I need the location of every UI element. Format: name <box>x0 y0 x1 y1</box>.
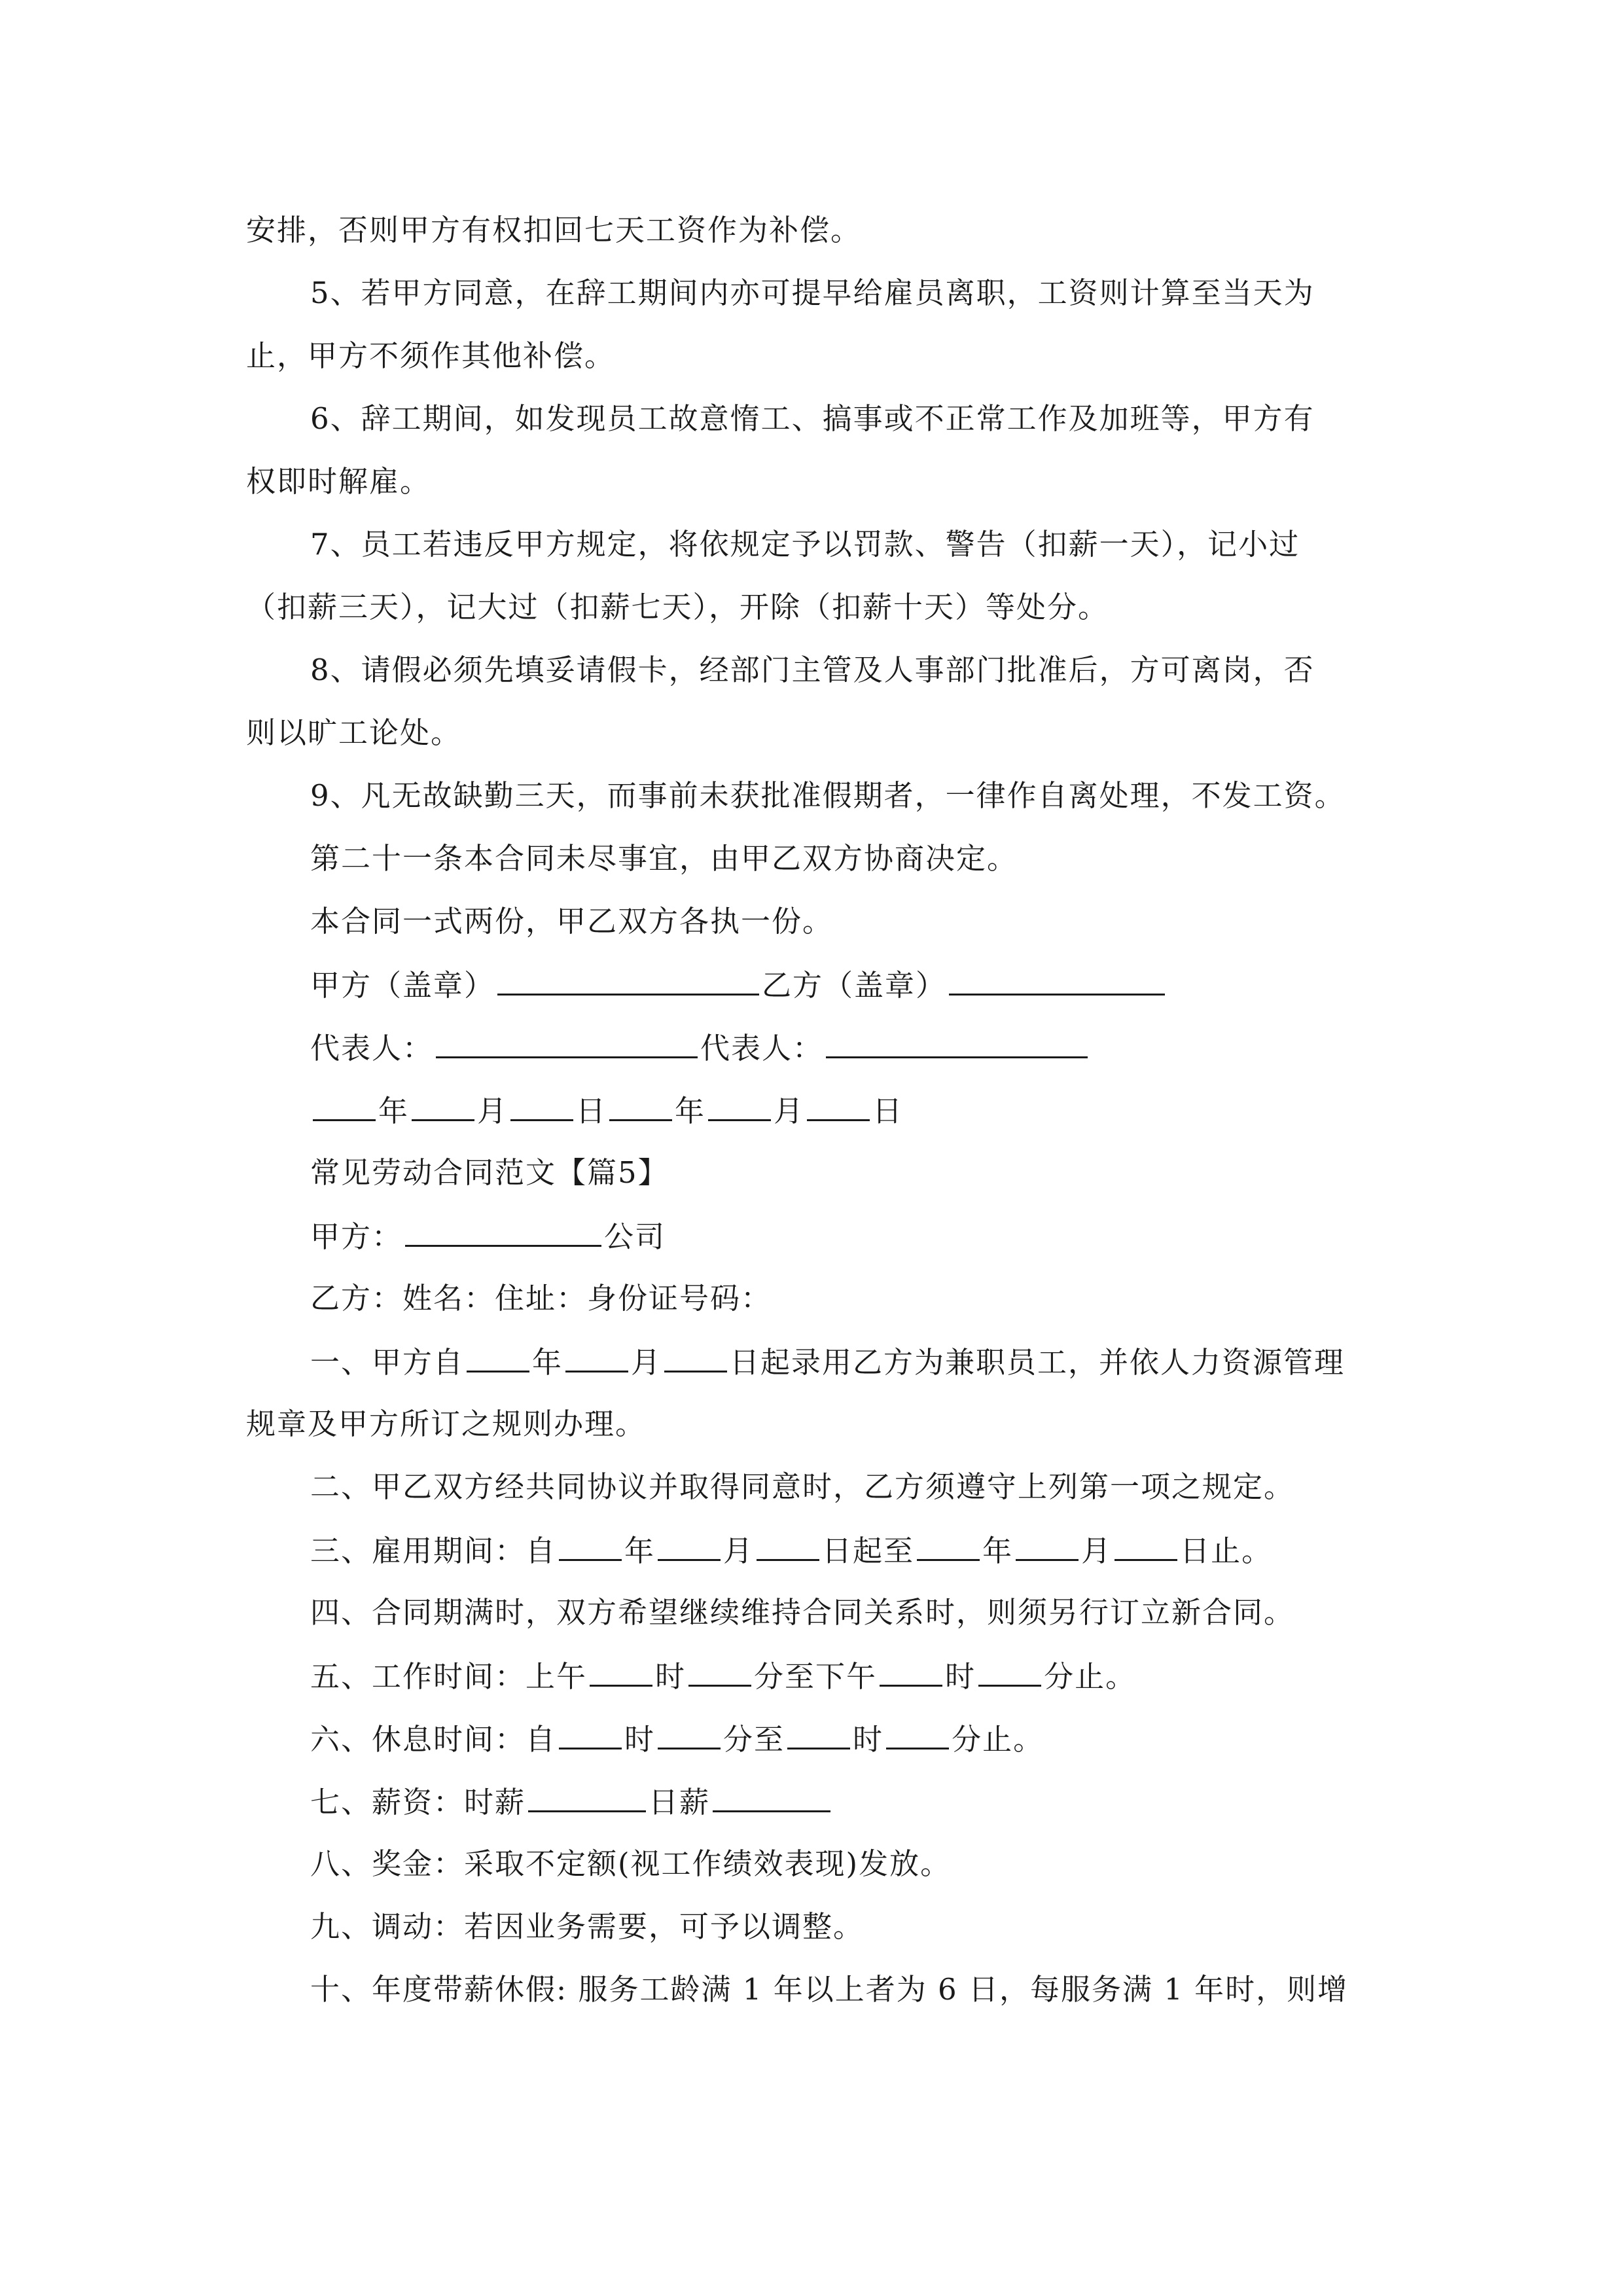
work-end-minute-blank[interactable] <box>978 1656 1041 1687</box>
day-a-label: 日 <box>576 1094 607 1128</box>
rest-end-hour-blank[interactable] <box>787 1719 850 1749</box>
clause-one <box>310 1342 1345 1381</box>
hourly-wage-blank[interactable] <box>528 1782 646 1812</box>
clause-three-end-year: 年 <box>982 1534 1014 1568</box>
clause-5: 5、若甲方同意，在辞工期间内亦可提早给雇员离职，工资则计算至当天为 <box>310 276 1315 310</box>
day-a-blank[interactable] <box>510 1090 573 1121</box>
clause-five-hour: 时 <box>655 1659 687 1694</box>
month-a-label: 月 <box>477 1094 508 1128</box>
party-b-seal-label: 乙方（盖章） <box>762 968 947 1003</box>
clause-six-end-hour: 时 <box>853 1722 884 1757</box>
rep-a-blank[interactable] <box>436 1028 698 1058</box>
start-year-blank[interactable] <box>467 1342 529 1372</box>
start-month-blank[interactable] <box>565 1342 628 1372</box>
clause-six-to: 分至 <box>723 1722 785 1757</box>
clause-eight: 八、奖金：采取不定额(视工作绩效表现)发放。 <box>310 1846 952 1881</box>
clause-six-end: 分止。 <box>952 1722 1044 1757</box>
work-start-minute-blank[interactable] <box>688 1656 751 1687</box>
clause-5-continuation: 止，甲方不须作其他补偿。 <box>246 338 616 373</box>
period-end-year-blank[interactable] <box>917 1530 980 1561</box>
clause-three-end-month: 月 <box>1081 1534 1113 1568</box>
seal-line <box>310 965 1168 1004</box>
party-a-line <box>310 1216 666 1255</box>
clause-9: 9、凡无故缺勤三天，而事前未获批准假期者，一律作自离处理，不发工资。 <box>310 778 1346 813</box>
period-end-day-blank[interactable] <box>1115 1530 1177 1561</box>
clause-6-continuation: 权即时解雇。 <box>246 464 431 499</box>
clause-five-end: 分止。 <box>1044 1659 1137 1694</box>
clause-one-rest: 日起录用乙方为兼职员工，并依人力资源管理 <box>730 1345 1346 1380</box>
party-b-line: 乙方：姓名：住址：身份证号码： <box>310 1281 772 1316</box>
period-start-year-blank[interactable] <box>559 1530 622 1561</box>
year-a-blank[interactable] <box>313 1090 376 1121</box>
clause-8-continuation: 则以旷工论处。 <box>246 715 462 750</box>
clause-two: 二、甲乙双方经共同协议并取得同意时，乙方须遵守上列第一项之规定。 <box>310 1469 1295 1504</box>
rep-b-blank[interactable] <box>826 1028 1088 1058</box>
year-a-label: 年 <box>378 1094 410 1128</box>
party-a-company-blank[interactable] <box>405 1216 601 1247</box>
party-a-label: 甲方： <box>310 1219 403 1254</box>
clause-three-month: 月 <box>723 1534 755 1568</box>
year-b-label: 年 <box>675 1094 706 1128</box>
day-b-blank[interactable] <box>807 1090 870 1121</box>
clause-one-year: 年 <box>532 1345 563 1380</box>
section-title: 常见劳动合同范文【篇5】 <box>310 1155 669 1190</box>
clause-nine: 九、调动：若因业务需要，可予以调整。 <box>310 1909 865 1944</box>
party-a-seal-blank[interactable] <box>497 965 759 996</box>
work-end-hour-blank[interactable] <box>880 1656 942 1687</box>
clause-six-hour: 时 <box>624 1722 656 1757</box>
clause-three-text: 三、雇用期间：自 <box>310 1534 557 1568</box>
clause-five-to: 分至下午 <box>754 1659 878 1694</box>
clause-three <box>310 1530 1272 1570</box>
rest-start-minute-blank[interactable] <box>658 1719 721 1749</box>
rep-b-label: 代表人： <box>700 1031 824 1066</box>
text-line-continuation: 安排，否则甲方有权扣回七天工资作为补偿。 <box>246 213 862 247</box>
rep-a-label: 代表人： <box>310 1031 434 1066</box>
period-end-month-blank[interactable] <box>1016 1530 1079 1561</box>
clause-one-month: 月 <box>631 1345 662 1380</box>
year-b-blank[interactable] <box>609 1090 672 1121</box>
clause-three-to: 日起至 <box>822 1534 915 1568</box>
clause-seven <box>310 1782 833 1821</box>
work-start-hour-blank[interactable] <box>590 1656 652 1687</box>
clause-one-continuation: 规章及甲方所订之规则办理。 <box>246 1407 647 1441</box>
clause-8: 8、请假必须先填妥请假卡，经部门主管及人事部门批准后，方可离岗，否 <box>310 653 1315 687</box>
clause-one-text: 一、甲方自 <box>310 1345 465 1380</box>
month-b-blank[interactable] <box>708 1090 771 1121</box>
clause-three-end: 日止。 <box>1180 1534 1273 1568</box>
clause-seven-daily: 日薪 <box>649 1785 711 1820</box>
clause-six-text: 六、休息时间：自 <box>310 1722 557 1757</box>
daily-wage-blank[interactable] <box>713 1782 830 1812</box>
clause-7-continuation: （扣薪三天），记大过（扣薪七天），开除（扣薪十天）等处分。 <box>246 590 1109 624</box>
clause-five-end-hour: 时 <box>945 1659 976 1694</box>
clause-7: 7、员工若违反甲方规定，将依规定予以罚款、警告（扣薪一天），记小过 <box>310 527 1300 562</box>
party-a-suffix: 公司 <box>604 1219 666 1254</box>
month-a-blank[interactable] <box>412 1090 474 1121</box>
date-line <box>310 1090 903 1130</box>
clause-five <box>310 1656 1136 1695</box>
clause-four: 四、合同期满时，双方希望继续维持合同关系时，则须另行订立新合同。 <box>310 1595 1295 1630</box>
clause-three-year: 年 <box>624 1534 656 1568</box>
clause-6: 6、辞工期间，如发现员工故意惰工、搞事或不正常工作及加班等，甲方有 <box>310 401 1315 436</box>
party-b-seal-blank[interactable] <box>949 965 1165 996</box>
clause-six <box>310 1719 1044 1758</box>
rest-end-minute-blank[interactable] <box>886 1719 949 1749</box>
month-b-label: 月 <box>774 1094 805 1128</box>
rest-start-hour-blank[interactable] <box>559 1719 622 1749</box>
representative-line <box>310 1028 1090 1067</box>
start-day-blank[interactable] <box>664 1342 727 1372</box>
clause-seven-text: 七、薪资：时薪 <box>310 1785 526 1820</box>
copies-statement: 本合同一式两份，甲乙双方各执一份。 <box>310 904 834 939</box>
party-a-seal-label: 甲方（盖章） <box>310 968 495 1003</box>
day-b-label: 日 <box>872 1094 904 1128</box>
clause-five-text: 五、工作时间：上午 <box>310 1659 588 1694</box>
article-21: 第二十一条本合同未尽事宜，由甲乙双方协商决定。 <box>310 841 1018 876</box>
period-start-month-blank[interactable] <box>658 1530 721 1561</box>
period-start-day-blank[interactable] <box>757 1530 819 1561</box>
clause-ten: 十、年度带薪休假: 服务工龄满 1 年以上者为 6 日，每服务满 1 年时，则增 <box>310 1972 1349 2007</box>
